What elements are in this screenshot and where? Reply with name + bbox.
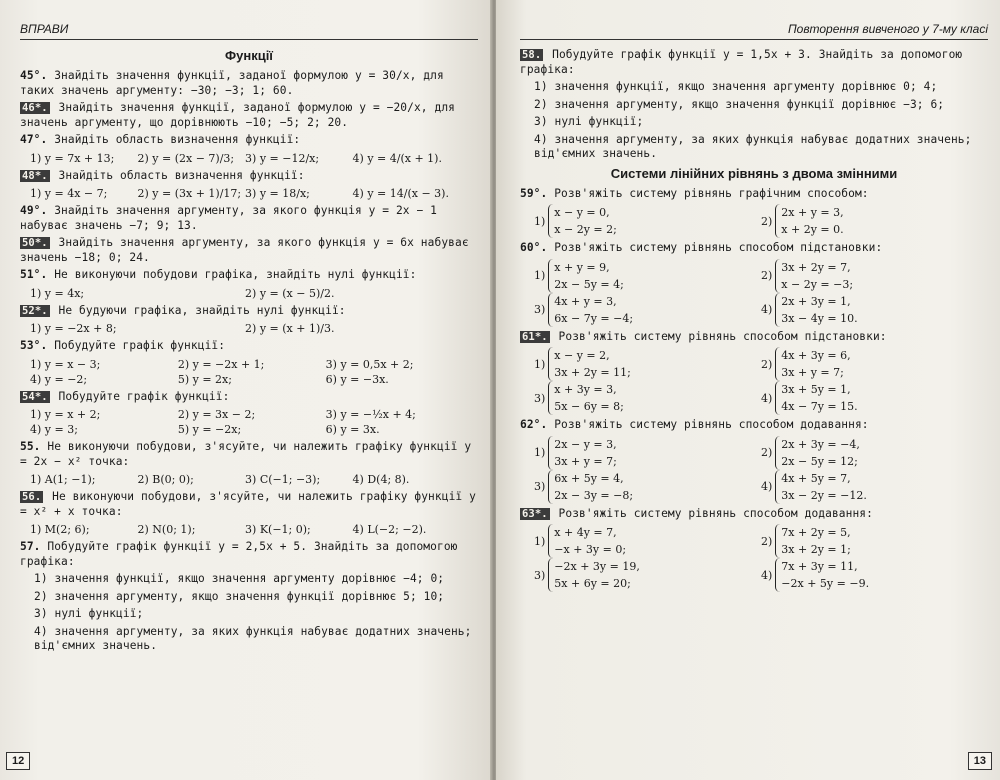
system-brace: [775, 347, 850, 381]
equation: 2x + 3y = 1,: [781, 294, 851, 308]
system-brace: [775, 259, 853, 293]
exercise-61-systems: [534, 347, 988, 415]
system-brace: [775, 293, 857, 327]
exercise-49: [20, 204, 478, 233]
list-item: 2) N(0; 1);: [137, 523, 196, 536]
equation: 2x + 3y = −4,: [781, 437, 860, 451]
equation: −x + 3y = 0;: [554, 543, 627, 556]
equation-system: [534, 347, 761, 381]
exercise-text: Побудуйте графік функції y = 1,5x + 3. Знайдіть за допомогою графіка:: [520, 48, 963, 76]
exercise-55: [20, 440, 478, 469]
list-item: 1) M(2; 6);: [30, 523, 90, 536]
system-label: 1): [534, 214, 546, 228]
system-label: 2): [761, 357, 773, 371]
exercise-text: Розв'яжіть систему рівнянь способом додавання:: [554, 418, 869, 431]
exercise-number: 63*.: [522, 507, 548, 520]
left-page: [0, 0, 492, 780]
exercise-text: Не виконуючи побудови, з'ясуйте, чи належить графіку функції y = x² + x точка:: [20, 490, 476, 518]
equation: x − y = 0,: [554, 206, 610, 219]
exercise-text: Не будуючи графіка, знайдіть нулі функції:: [58, 303, 346, 317]
equation: 3x + y = 7;: [554, 454, 617, 468]
exercise-53-items: [30, 357, 478, 387]
equation: 3x − 2y = −12.: [781, 488, 867, 502]
exercise-57-item-4: 4) значення аргументу, за яких функція набуває додатних значень; від'ємних значень.: [34, 624, 472, 652]
exercise-number: 61*.: [522, 330, 548, 343]
exercise-51: [20, 268, 478, 283]
exercise-number: 53°.: [20, 339, 48, 352]
equation: 5x − 6y = 8;: [554, 400, 624, 413]
list-item: 4) y = 4/(x + 1).: [352, 151, 442, 165]
exercise-52-items: [30, 321, 478, 336]
right-page: [496, 0, 1000, 780]
exercise-48: [20, 169, 478, 184]
exercise-57-item-3: 3) нулі функції;: [34, 607, 144, 620]
list-item: 5) y = 2x;: [177, 372, 232, 386]
equation: −2x + 3y = 19,: [554, 560, 640, 573]
equation: −2x + 5y = −9.: [781, 577, 870, 590]
exercise-57-item-1: 1) значення функції, якщо значення аргументу дорівнює −4; 0;: [34, 572, 445, 585]
system-label: 4): [761, 391, 773, 405]
exercise-number: 51°.: [20, 268, 48, 281]
equation-system: [761, 293, 988, 327]
equation: 4x + y = 3,: [554, 294, 617, 308]
equation: 3x + y = 7;: [781, 366, 844, 379]
exercise-text: Розв'яжіть систему рівнянь графічним способом:: [554, 186, 869, 200]
exercise-46: [20, 101, 478, 130]
exercise-number: 50*.: [22, 237, 48, 249]
list-item: 3) y = 0,5x + 2;: [325, 357, 414, 371]
exercise-text: Побудуйте графік функції:: [58, 389, 230, 403]
system-label: 2): [761, 214, 773, 228]
equation-system: [534, 259, 761, 293]
exercise-60: [520, 241, 988, 256]
equation: x + y = 9,: [554, 260, 610, 274]
equation-system: [534, 558, 761, 592]
list-item: 1) y = x + 2;: [30, 408, 101, 421]
exercise-58: [520, 48, 988, 77]
exercise-text: Розв'яжіть систему рівнянь способом підстановки:: [554, 241, 883, 254]
exercise-text: Знайдіть область визначення функції:: [58, 168, 305, 182]
exercise-text: Не виконуючи побудови графіка, знайдіть нулі функції:: [54, 268, 417, 281]
equation-system: [761, 204, 988, 238]
system-label: 2): [761, 446, 773, 459]
list-item: 4) y = 14/(x − 3).: [352, 187, 449, 200]
list-item: 6) y = −3x.: [325, 372, 389, 386]
exercise-58-item-1: 1) значення функції, якщо значення аргументу дорівнює 0; 4;: [534, 80, 938, 93]
equation: 7x + 2y = 5,: [781, 526, 851, 539]
system-brace: [548, 558, 640, 592]
page-number-left: 12: [6, 752, 30, 770]
exercise-text: Побудуйте графік функції y = 2,5x + 5. Знайдіть за допомогою графіка:: [20, 540, 458, 568]
exercise-number: 57.: [20, 540, 41, 553]
list-item: 2) y = (3x + 1)/17;: [137, 187, 242, 200]
equation-system: [534, 524, 761, 558]
equation: 2x − 5y = 12;: [781, 454, 858, 468]
exercise-58-item-3: 3) нулі функції;: [534, 115, 644, 128]
exercise-text: Знайдіть область визначення функції:: [54, 133, 301, 146]
exercise-57: [20, 540, 478, 569]
exercise-56: [20, 490, 478, 519]
system-brace: [548, 347, 631, 381]
list-item: 3) y = −12/x;: [245, 151, 320, 165]
exercise-51-items: [30, 286, 478, 301]
equation: 6x − 7y = −4;: [554, 311, 634, 325]
exercise-number: 45°.: [20, 69, 48, 82]
section-title-functions: Функції: [225, 48, 273, 63]
equation: 3x + 2y = 1;: [781, 543, 851, 556]
list-item: 3) K(−1; 0);: [245, 523, 311, 536]
list-item: 4) y = 3;: [30, 423, 78, 436]
equation-system: [534, 470, 761, 504]
exercise-56-items: [30, 522, 478, 537]
equation: 3x + 2y = 11;: [554, 366, 631, 379]
system-brace: [775, 524, 851, 558]
list-item: 2) y = −2x + 1;: [177, 357, 265, 371]
equation: x − 2y = 2;: [554, 223, 617, 236]
equation: 4x + 5y = 7,: [781, 471, 851, 485]
system-brace: [775, 381, 857, 415]
exercise-47: [20, 133, 478, 148]
system-brace: [548, 524, 626, 558]
section-title-systems: Системи лінійних рівнянь з двома змінними: [610, 165, 898, 181]
equation-system: [761, 524, 988, 558]
equation: 3x + 5y = 1,: [781, 383, 851, 396]
system-label: 3): [534, 568, 546, 582]
exercise-number: 56.: [22, 491, 42, 503]
exercise-62: [520, 418, 988, 433]
exercise-text: Побудуйте графік функції:: [54, 339, 226, 352]
list-item: 2) y = (x + 1)/3.: [245, 322, 335, 335]
system-brace: [548, 436, 617, 470]
equation-system: [534, 204, 761, 238]
exercise-number: 55.: [20, 440, 41, 453]
system-label: 3): [534, 391, 546, 405]
exercise-number: 46*.: [22, 102, 48, 114]
equation: x + 4y = 7,: [554, 526, 617, 539]
system-label: 2): [761, 534, 773, 548]
equation: 6x + 5y = 4,: [554, 471, 624, 485]
exercise-text: Розв'яжіть систему рівнянь способом додавання:: [558, 506, 873, 520]
exercise-45: [20, 69, 478, 98]
system-brace: [775, 436, 860, 470]
system-brace: [548, 293, 633, 327]
exercise-number: 48*.: [22, 169, 48, 182]
equation: x + 2y = 0.: [781, 223, 844, 236]
system-label: 1): [534, 269, 546, 282]
list-item: 2) y = (2x − 7)/3;: [137, 151, 235, 165]
exercise-53: [20, 339, 478, 354]
equation: x + 3y = 3,: [554, 383, 617, 396]
system-label: 1): [534, 534, 546, 548]
exercise-text: Розв'яжіть систему рівнянь способом підстановки:: [558, 329, 887, 343]
exercise-54: [20, 390, 478, 405]
equation: 2x − 3y = −8;: [554, 488, 634, 502]
exercise-text: Не виконуючи побудови, з'ясуйте, чи належить графіку функції y = 2x − x² точка:: [20, 440, 472, 468]
list-item: 2) y = (x − 5)/2.: [245, 286, 335, 300]
equation-system: [761, 381, 988, 415]
list-item: 1) y = 4x;: [30, 286, 85, 300]
equation: 3x − 4y = 10.: [781, 311, 858, 325]
exercise-number: 59°.: [520, 186, 548, 200]
equation: 2x − y = 3,: [554, 437, 617, 451]
list-item: 3) y = −½x + 4;: [325, 408, 416, 421]
equation: 3x + 2y = 7,: [781, 260, 851, 274]
list-item: 3) C(−1; −3);: [245, 473, 321, 486]
exercise-55-items: [30, 472, 478, 487]
exercise-text: Знайдіть значення функції, заданої формулою y = −20/x, для значень аргументу, що дорівнюють −10; −5; 2; 20.: [20, 101, 455, 129]
exercise-63: [520, 507, 988, 522]
system-label: 3): [534, 480, 546, 493]
system-label: 1): [534, 357, 546, 371]
running-header-left: ВПРАВИ: [20, 0, 478, 40]
list-item: 2) y = 3x − 2;: [177, 408, 256, 421]
equation: 5x + 6y = 20;: [554, 577, 631, 590]
exercise-57-item-2: 2) значення аргументу, якщо значення функції дорівнює 5; 10;: [34, 589, 445, 603]
exercise-text: Знайдіть значення функції, заданої формулою y = 30/x, для таких значень аргументу: −30; −3; 1; 60.: [20, 69, 444, 97]
exercise-63-systems: [534, 524, 988, 592]
list-item: 1) y = 4x − 7;: [30, 187, 108, 200]
equation-system: [761, 558, 988, 592]
list-item: 5) y = −2x;: [177, 423, 242, 436]
equation-system: [761, 436, 988, 470]
equation: 2x + y = 3,: [781, 206, 844, 219]
exercise-number: 47°.: [20, 133, 48, 146]
list-item: 3) y = 18/x;: [245, 187, 310, 200]
equation: x − y = 2,: [554, 349, 610, 362]
system-label: 3): [534, 303, 546, 316]
page-number-right: 13: [968, 752, 992, 770]
equation: x − 2y = −3;: [781, 277, 854, 291]
system-brace: [548, 381, 624, 415]
exercise-number: 60°.: [520, 241, 548, 254]
exercise-47-items: [30, 151, 478, 166]
equation-system: [761, 259, 988, 293]
exercise-48-items: [30, 186, 478, 201]
exercise-number: 54*.: [22, 390, 48, 403]
list-item: 4) D(4; 8).: [352, 473, 410, 486]
exercise-50: [20, 236, 478, 265]
list-item: 4) y = −2;: [30, 372, 88, 386]
list-item: 1) y = 7x + 13;: [30, 151, 115, 165]
system-brace: [775, 470, 867, 504]
equation-system: [534, 381, 761, 415]
equation: 7x + 3y = 11,: [781, 560, 858, 573]
exercise-60-systems: [534, 259, 988, 327]
system-brace: [548, 204, 617, 238]
exercise-text: Знайдіть значення аргументу, за якого функція y = 6x набуває значень −18; 0; 24.: [20, 236, 469, 264]
equation-system: [761, 347, 988, 381]
exercise-59-systems: [534, 204, 988, 238]
exercise-text: Знайдіть значення аргументу, за якого функція y = 2x − 1 набуває значень −7; 9; 13.: [20, 204, 437, 232]
exercise-62-systems: [534, 436, 988, 504]
system-label: 1): [534, 446, 546, 459]
list-item: 1) y = −2x + 8;: [30, 322, 117, 335]
list-item: 1) y = x − 3;: [30, 357, 101, 371]
exercise-number: 52*.: [22, 304, 48, 317]
equation: 4x − 7y = 15.: [781, 400, 858, 413]
list-item: 1) A(1; −1);: [30, 473, 96, 486]
exercise-number: 58.: [522, 49, 542, 61]
system-label: 2): [761, 269, 773, 282]
equation-system: [534, 293, 761, 327]
exercise-59: [520, 187, 988, 202]
system-label: 4): [761, 303, 773, 316]
system-label: 4): [761, 480, 773, 493]
system-brace: [775, 558, 869, 592]
system-brace: [775, 204, 843, 238]
system-brace: [548, 259, 624, 293]
list-item: 4) L(−2; −2).: [352, 523, 427, 536]
exercise-61: [520, 330, 988, 345]
equation: 4x + 3y = 6,: [781, 349, 851, 362]
exercise-number: 62°.: [520, 418, 548, 431]
system-label: 4): [761, 568, 773, 582]
exercise-52: [20, 304, 478, 319]
equation-system: [761, 470, 988, 504]
exercise-54-items: [30, 407, 478, 437]
equation-system: [534, 436, 761, 470]
equation: 2x − 5y = 4;: [554, 277, 624, 291]
exercise-58-item-2: 2) значення аргументу, якщо значення функції дорівнює −3; 6;: [534, 97, 945, 111]
exercise-number: 49°.: [20, 204, 48, 217]
system-brace: [548, 470, 633, 504]
exercise-58-item-4: 4) значення аргументу, за яких функція набуває додатних значень; від'ємних значень.: [534, 132, 972, 160]
list-item: 2) B(0; 0);: [137, 473, 194, 486]
running-header-right: Повторення вивченого у 7-му класі: [520, 0, 988, 40]
list-item: 6) y = 3x.: [325, 423, 380, 436]
